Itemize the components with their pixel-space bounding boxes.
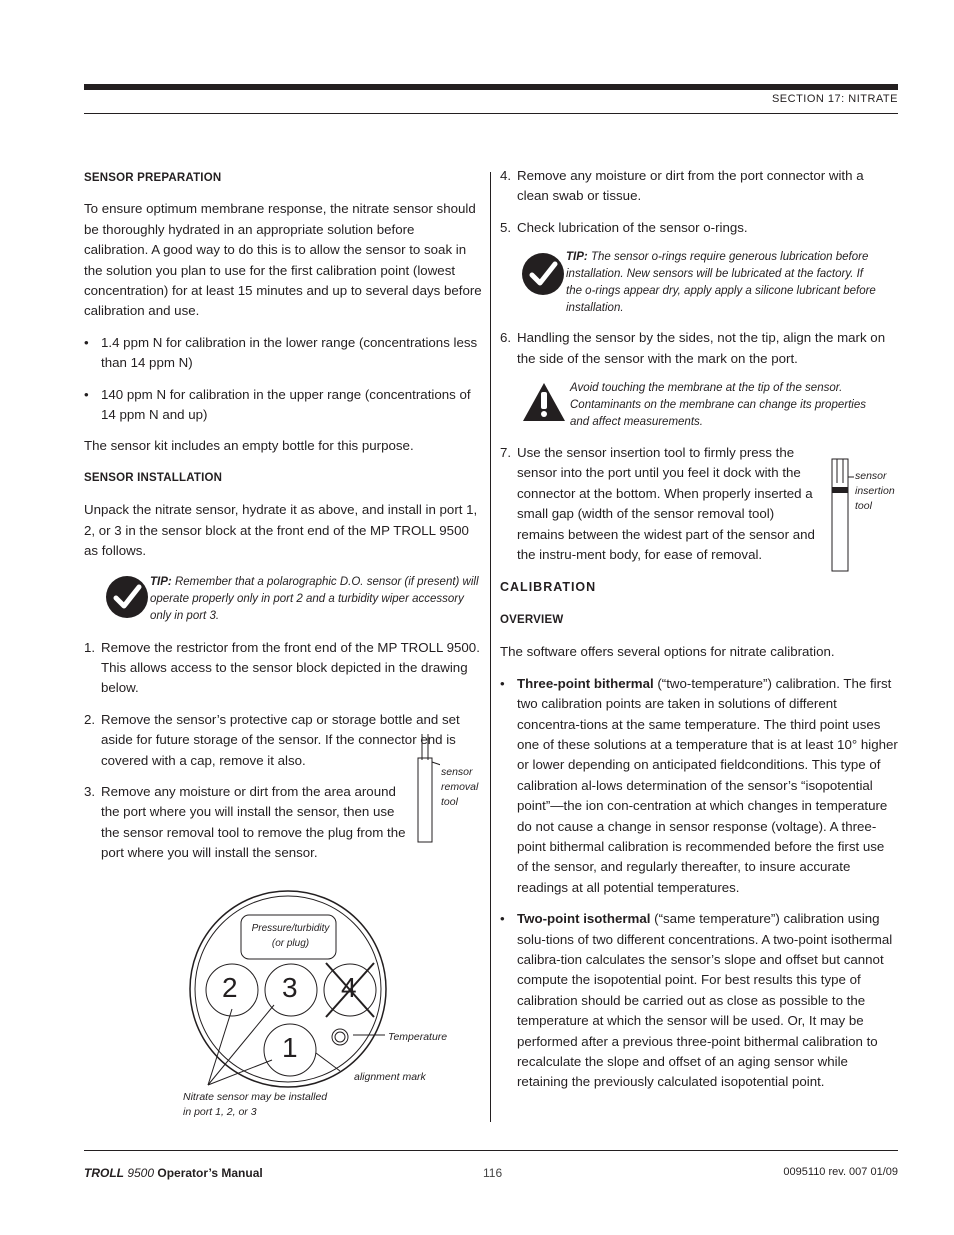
bullet-item: • Three-point bithermal (“two-temperature”) calibration. The first two calibration points are taken in solutions of different concentra-tions at the same temperature. The third point uses one of these solutions at a temperature that is at least 10° higher or lower depending on anticipated fieldconditions. This type of calibration al-lows determination of the sensor’s “isopotential point”—the ion con-centration at which changes in temperature do not cause a change in sensor response (voltage). A three-point bithermal calibration is recommended before the first use of the sensor, and regularly thereafter, to insure accurate readings at all potential temperatures.	[500, 675, 898, 895]
step-text: Use the sensor insertion tool to firmly press the sensor into the port until you feel it dock with the connector at the bottom. When properly inserted a small gap (width of the sensor removal tool) remains between the widest part of the sensor and the instru-ment body, for ease of removal.	[517, 445, 815, 563]
insertion-tool-label: sensor insertion tool	[855, 470, 895, 512]
bullet-item: • Two-point isothermal (“same temperature”) calibration using solu-tions of two different concentrations. A two-point isothermal calibra-tion calculates the sensor’s slope and offset but cannot compute the isopotential point. For best results this type of calibration should be carried out as close as possible to the temperature at which the sensor will be used. Or, It may be performed after a previous three-point bithermal calibration to recalculate the slope and offset of an aging sensor while retaining the previously calculated isopotential point.	[500, 911, 893, 1090]
tip-box	[500, 249, 898, 317]
prep-paragraph: To ensure optimum membrane response, the nitrate sensor should be thoroughly hydrated in an appropriate solution before calibration. A good way to do this is to allow the sensor to soak in the solution you plan to use for the first calibration point (lowest concentration) for at least 15 minutes and up to several days before calibration and use.	[84, 201, 482, 319]
bullet-item: • 1.4 ppm N for calibration in the lower range (concentrations less than 14 ppm N)	[84, 334, 478, 371]
footer-rule	[84, 1150, 898, 1151]
prep-heading: SENSOR PREPARATION	[84, 172, 222, 184]
install-paragraph: Unpack the nitrate sensor, hydrate it as above, and install in port 1, 2, or 3 in the sensor block at the front end of the MP TROLL 9500 as follows.	[84, 502, 478, 559]
temperature-label: Temperature	[388, 1031, 448, 1043]
overview-heading: OVERVIEW	[500, 613, 564, 626]
bullet-text: 1.4 ppm N for calibration in the lower range (concentrations less than 14 ppm N)	[101, 334, 478, 371]
checkmark-icon	[106, 576, 148, 618]
step-item: 1. Remove the restrictor from the front end of the MP TROLL 9500. This allows access to the sensor block depicted in the drawing below.	[84, 639, 480, 696]
step-item: 5. Check lubrication of the sensor o-rings.	[500, 219, 748, 235]
step-item: 3. Remove any moisture or dirt from the area around the port where you will install the sensor, then use the sensor removal tool to remove the plug from the port where you will install the sensor.	[84, 783, 406, 861]
port-1: 1	[282, 1032, 298, 1063]
removal-tool-label: sensor removal tool	[441, 766, 479, 808]
sensor-removal-tool-illustration	[410, 730, 440, 845]
pressure-turbidity-label: Pressure/turbidity (or plug)	[251, 923, 330, 949]
step-text: Remove the restrictor from the front end of the MP TROLL 9500. This allows access to the sensor block depicted in the drawing below.	[101, 639, 480, 696]
section-label: SECTION 17: NITRATE	[771, 93, 898, 105]
install-heading: SENSOR INSTALLATION	[84, 471, 223, 484]
bullet-bold: Three-point bithermal	[517, 675, 654, 691]
calibration-heading: CALIBRATION	[500, 580, 597, 595]
right-column	[500, 166, 898, 1093]
footer-manual-title: TROLL 9500 Operator’s Manual	[84, 1166, 263, 1180]
step-text: Check lubrication of the sensor o-rings.	[517, 219, 748, 235]
overview-paragraph: The software offers several options for nitrate calibration.	[500, 644, 835, 660]
page-number: 116	[483, 1166, 503, 1180]
nitrate-port-label: Nitrate sensor may be installed in port 1, 2, or 3	[183, 1091, 328, 1118]
step-item: 4. Remove any moisture or dirt from the port connector with a clean swab or tissue.	[500, 168, 864, 204]
port-2: 2	[222, 972, 238, 1003]
sensor-insertion-tool-illustration	[828, 455, 854, 573]
step-text: Remove the sensor’s protective cap or storage bottle and set aside for future storage of the sensor. If the connector end is covered with a cap, remove it also.	[101, 711, 460, 768]
step-text: Remove any moisture or dirt from the area around the port where you will install the sensor, then use the sensor removal tool to remove the plug from the port where you will install the sensor.	[101, 783, 406, 861]
step-item: 7. Use the sensor insertion tool to firmly press the sensor into the port until you feel it dock with the connector at the bottom. When properly inserted a small gap (width of the sensor removal tool) remains between the widest part of the sensor and the instru-ment body, for ease of removal.	[500, 445, 815, 563]
document-revision: 0095110 rev. 007 01/09	[783, 1166, 898, 1178]
bullet-text: 140 ppm N for calibration in the upper range (concentrations of 14 ppm N and up)	[101, 386, 471, 423]
header-rule	[84, 113, 898, 114]
warning-text: Avoid touching the membrane at the tip of the sensor. Contaminants on the membrane can change its properties and affect measurements.	[570, 382, 866, 429]
tip-text: The sensor o-rings require generous lubrication before installation. New sensors will be lubricated at the factory. If the o-rings appear dry, apply apply a silicone lubricant before installation.	[566, 251, 876, 315]
alignment-mark-label: alignment mark	[354, 1071, 426, 1083]
step-item: 2. Remove the sensor’s protective cap or storage bottle and set aside for future storage of the sensor. If the connector end is covered with a cap, remove it also.	[84, 711, 460, 768]
kit-paragraph: The sensor kit includes an empty bottle for this purpose.	[84, 438, 414, 454]
step-item: 6. Handling the sensor by the sides, not the tip, align the mark on the side of the sensor with the mark on the port.	[500, 330, 886, 366]
bullet-item: • 140 ppm N for calibration in the upper range (concentrations of 14 ppm N and up)	[84, 386, 471, 423]
tip-label: TIP:	[150, 575, 172, 588]
tip-text: Remember that a polarographic D.O. sensor (if present) will operate properly only in port 2 and a turbidity wiper accessory only in port 3.	[150, 575, 479, 622]
bullet-text: (“two-temperature”) calibration. The first two calibration points are taken in solutions of different concentra-tions at the same temperature. The third point uses one of these solutions at a temperature that is at least 10° higher or lower depending on anticipated fieldconditions. This type of calibration al-lows determination of the sensor’s “isopotential point”—the ion con-centration at which changes in temperature do not cause a change in sensor response (voltage). A three-point bithermal calibration is recommended before the first use of the sensor, and regularly thereafter, to insure accurate readings at all potential temperatures.	[517, 675, 898, 895]
checkmark-icon	[522, 253, 564, 295]
column-divider	[490, 172, 491, 1122]
bullet-bold: Two-point isothermal	[517, 911, 651, 927]
step-text: Remove any moisture or dirt from the port connector with a clean swab or tissue.	[517, 168, 864, 204]
port-3: 3	[282, 972, 298, 1003]
warning-box	[500, 380, 898, 431]
bullet-text: (“same temperature”) calibration using solu-tions of two different concentrations. A two-point isothermal calibra-tion calculates the sensor’s slope and offset but cannot compute the isopotential point. For best results this type of calibration should be carried out as close as possible to the temperature at which the sensor will be used. Or, It may be performed after a previous three-point bithermal calibration to recalculate the slope and offset of an aging sensor while retaining the previously calculated isopotential point.	[517, 911, 893, 1090]
tip-box	[84, 574, 482, 626]
port-4: 4	[341, 972, 357, 1003]
header-rule-thick	[84, 84, 898, 90]
tip-label: TIP:	[566, 251, 588, 264]
warning-icon	[522, 382, 566, 422]
step-text: Handling the sensor by the sides, not the tip, align the mark on the side of the sensor with the mark on the port.	[517, 330, 886, 366]
